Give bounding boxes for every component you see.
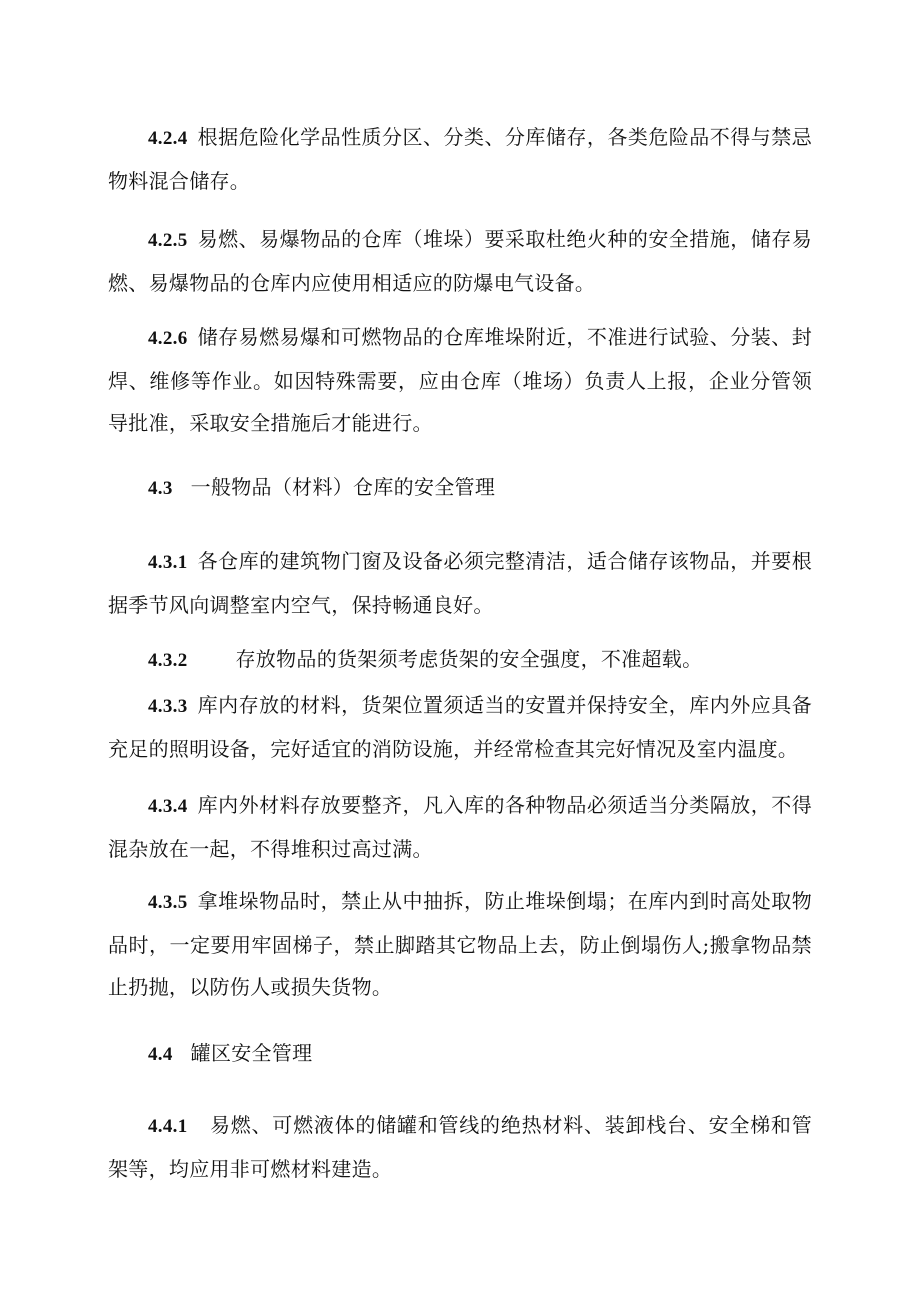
- clause-number: 4.3.2: [148, 650, 188, 671]
- clause-4-3-4: [108, 784, 812, 870]
- clause-number: 4.3.3: [148, 696, 188, 717]
- clause-4-2-6: [108, 316, 812, 444]
- clause-number: 4.3.1: [148, 552, 188, 573]
- clause-4-2-5: [108, 218, 812, 304]
- clause-4-3-5: [108, 880, 812, 1008]
- clause-number: 4.3.5: [148, 892, 188, 913]
- clause-text: 各仓库的建筑物门窗及设备必须完整清洁，适合储存该物品，并要根据季节风向调整室内空气，保持畅通良好。: [108, 549, 812, 617]
- section-number: 4.4: [148, 1044, 173, 1065]
- clause-text: 根据危险化学品性质分区、分类、分库储存，各类危险品不得与禁忌物料混合储存。: [108, 125, 812, 193]
- section-title: 一般物品（材料）仓库的安全管理: [190, 475, 496, 499]
- section-heading-4-3: [148, 466, 495, 510]
- clause-number: 4.3.4: [148, 796, 188, 817]
- clause-number: 4.4.1: [148, 1116, 188, 1137]
- clause-4-2-4: [108, 116, 812, 202]
- clause-4-3-1: [108, 540, 812, 626]
- clause-text: 库内外材料存放要整齐，凡入库的各种物品必须适当分类隔放，不得混杂放在一起，不得堆积过高过满。: [108, 793, 812, 861]
- clause-text: 易燃、易爆物品的仓库（堆垛）要采取杜绝火种的安全措施，储存易燃、易爆物品的仓库内应使用相适应的防爆电气设备。: [108, 227, 812, 295]
- clause-4-3-3: [108, 684, 812, 770]
- clause-number: 4.2.5: [148, 230, 188, 251]
- clause-number: 4.2.4: [148, 128, 188, 149]
- section-heading-4-4: [148, 1032, 312, 1076]
- clause-4-3-2: [108, 638, 812, 682]
- clause-text: 储存易燃易爆和可燃物品的仓库堆垛附近，不准进行试验、分装、封焊、维修等作业。如因特殊需要，应由仓库（堆场）负责人上报，企业分管领导批准，采取安全措施后才能进行。: [108, 325, 812, 435]
- clause-text: 拿堆垛物品时，禁止从中抽拆，防止堆垛倒塌；在库内到时高处取物品时，一定要用牢固梯子，禁止脚踏其它物品上去，防止倒塌伤人;搬拿物品禁止扔抛，以防伤人或损失货物。: [108, 889, 812, 999]
- clause-number: 4.2.6: [148, 328, 188, 349]
- clause-text: 库内存放的材料，货架位置须适当的安置并保持安全，库内外应具备充足的照明设备，完好适宜的消防设施，并经常检查其完好情况及室内温度。: [108, 693, 812, 761]
- section-title: 罐区安全管理: [190, 1041, 313, 1065]
- clause-4-4-1: [108, 1104, 812, 1190]
- section-number: 4.3: [148, 478, 173, 499]
- clause-text: 易燃、可燃液体的储罐和管线的绝热材料、装卸栈台、安全梯和管架等，均应用非可燃材料建造。: [108, 1113, 812, 1181]
- clause-text: 存放物品的货架须考虑货架的安全强度，不准超载。: [235, 647, 703, 671]
